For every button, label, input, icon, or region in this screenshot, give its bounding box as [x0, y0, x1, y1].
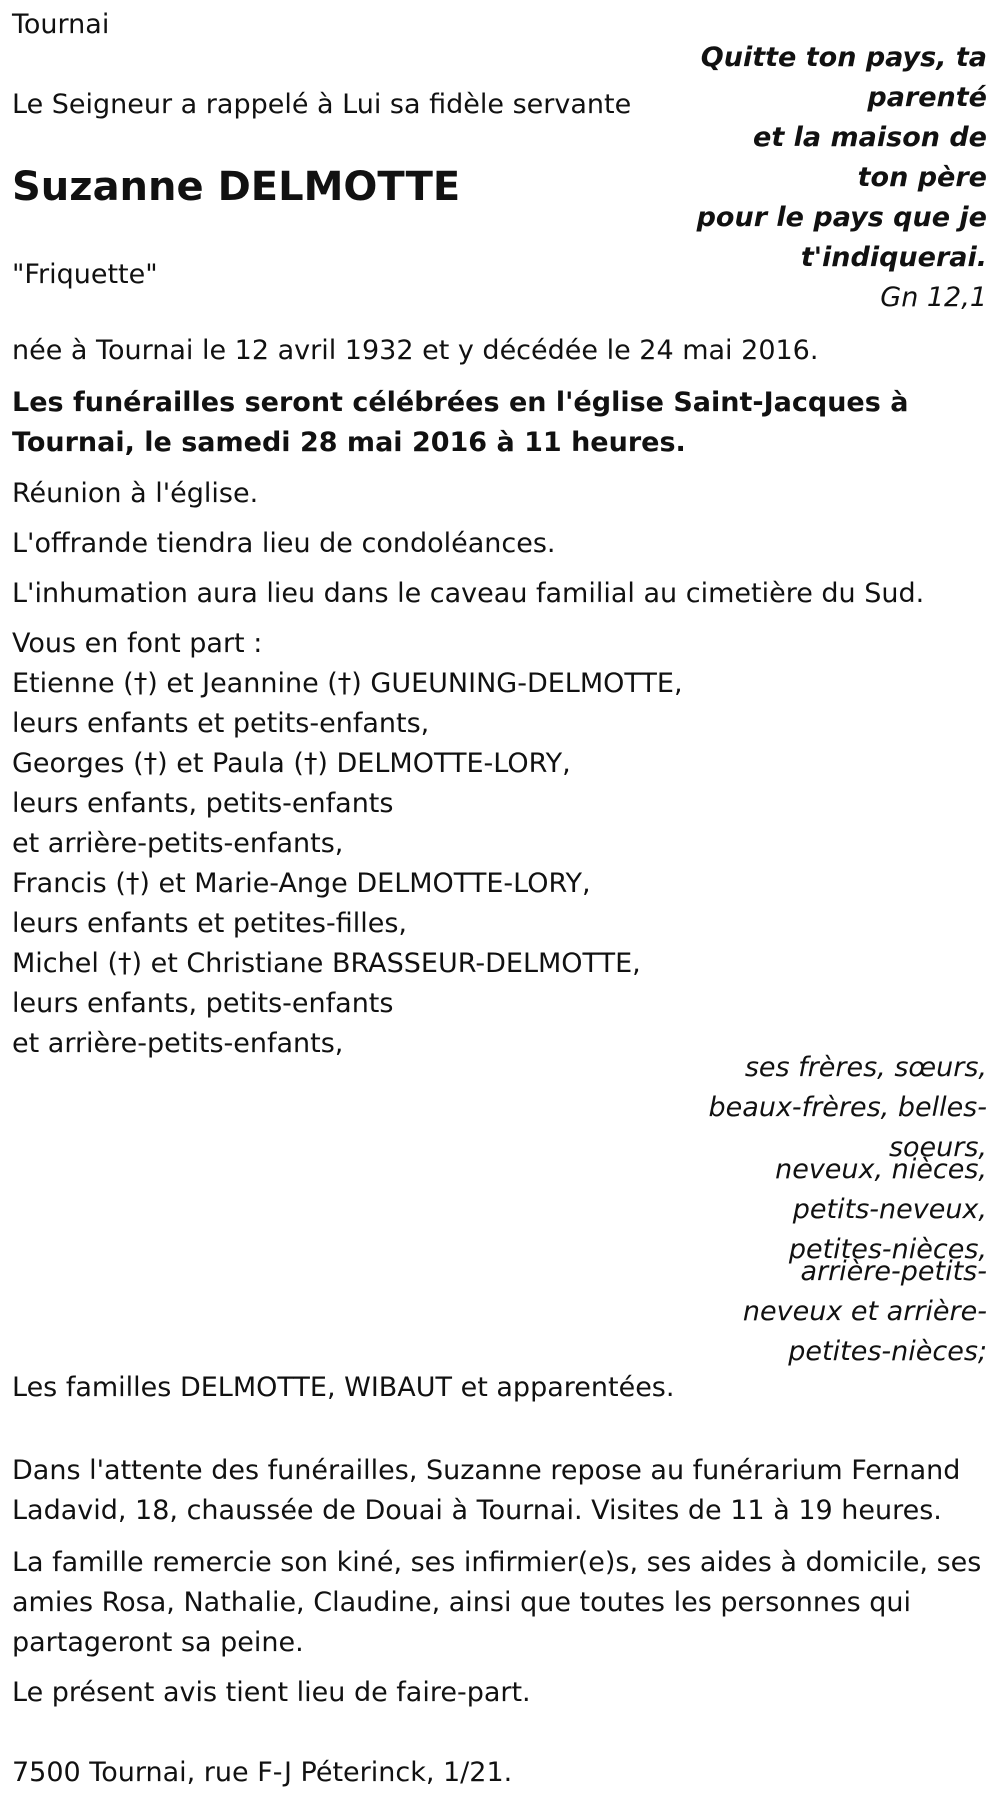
siblings-line: petites-nièces,	[788, 1234, 987, 1265]
funeral-text: Les funérailles seront célébrées en l'église Saint-Jacques à Tournai, le samedi 28 mai 2016 à 11 heures.	[12, 387, 909, 458]
siblings-line: ses frères, sœurs,	[744, 1052, 987, 1083]
offering-text: L'offrande tiendra lieu de condoléances.	[12, 528, 556, 559]
siblings-list	[687, 1048, 987, 1372]
quote-line: ton père	[857, 162, 987, 193]
quote-line: parenté	[867, 82, 987, 113]
intro-text: Le Seigneur a rappelé à Lui sa fidèle servante	[12, 89, 632, 120]
quote-line: pour le pays que je	[696, 202, 987, 233]
family-list	[12, 624, 987, 1064]
families-text: Les familles DELMOTTE, WIBAUT et apparentées.	[12, 1372, 675, 1403]
siblings-line: beaux-frères, belles-	[708, 1092, 987, 1123]
quote-line: t'indiquerai.	[800, 242, 987, 273]
meeting-text: Réunion à l'église.	[12, 478, 259, 509]
quote-reference: Gn 12,1	[880, 282, 987, 313]
siblings-line: soeurs,	[888, 1132, 987, 1163]
family-line: et arrière-petits-enfants,	[12, 1028, 344, 1059]
family-line: Michel (†) et Christiane BRASSEUR-DELMOTTE,	[12, 948, 641, 979]
family-line: leurs enfants et petits-enfants,	[12, 708, 430, 739]
siblings-line: petites-nièces;	[788, 1336, 987, 1367]
siblings-line: neveux, nièces,	[775, 1154, 987, 1185]
burial-text: L'inhumation aura lieu dans le caveau familial au cimetière du Sud.	[12, 578, 925, 609]
announce-intro: Vous en font part :	[12, 628, 263, 659]
siblings-line: neveux et arrière-	[742, 1296, 987, 1327]
family-line: Etienne (†) et Jeannine (†) GUEUNING-DELMOTTE,	[12, 668, 683, 699]
family-line: leurs enfants, petits-enfants	[12, 788, 394, 819]
bible-quote	[687, 38, 987, 318]
location: Tournai	[12, 9, 110, 40]
rest-text: Dans l'attente des funérailles, Suzanne repose au funérarium Fernand Ladavid, 18, chaussée de Douai à Tournai. Visites de 11 à 19 heures.	[12, 1455, 961, 1526]
quote-line: Quitte ton pays, ta	[700, 42, 987, 73]
family-line: Georges (†) et Paula (†) DELMOTTE-LORY,	[12, 748, 571, 779]
family-line: leurs enfants, petits-enfants	[12, 988, 394, 1019]
family-line: leurs enfants et petites-filles,	[12, 908, 407, 939]
deceased-name: Suzanne DELMOTTE	[12, 164, 461, 210]
thanks-text: La famille remercie son kiné, ses infirmier(e)s, ses aides à domicile, ses amies Rosa, Nathalie, Claudine, ainsi que toutes les personnes qui partageront sa peine.	[12, 1547, 982, 1658]
family-line: et arrière-petits-enfants,	[12, 828, 344, 859]
siblings-line: arrière-petits-	[800, 1256, 987, 1287]
quote-line: et la maison de	[753, 122, 987, 153]
notice-text: Le présent avis tient lieu de faire-part.	[12, 1677, 531, 1708]
nickname: "Friquette"	[12, 259, 158, 290]
family-line: Francis (†) et Marie-Ange DELMOTTE-LORY,	[12, 868, 591, 899]
birth-death-text: née à Tournai le 12 avril 1932 et y décédée le 24 mai 2016.	[12, 335, 819, 366]
siblings-line: petits-neveux,	[792, 1194, 987, 1225]
address-text: 7500 Tournai, rue F-J Péterinck, 1/21.	[12, 1757, 513, 1788]
